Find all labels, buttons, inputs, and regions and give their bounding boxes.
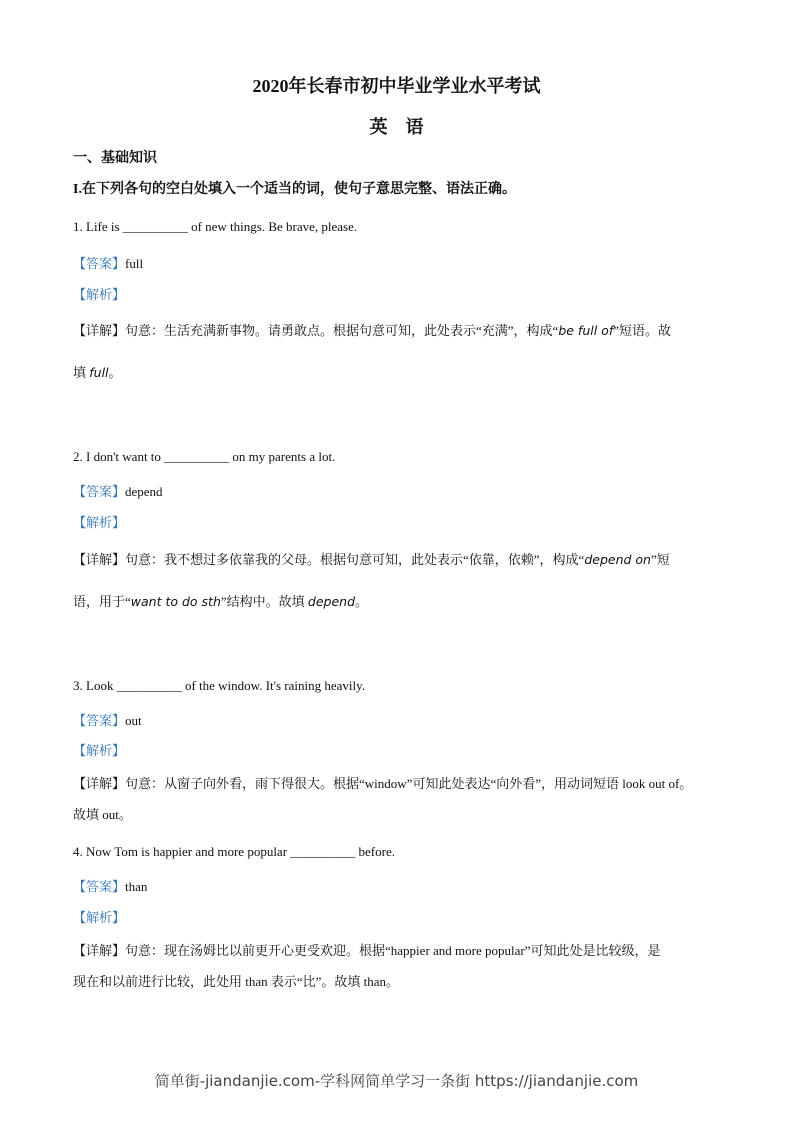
detail-phrase: want to do sth [130, 594, 221, 609]
detail-label: 【详解】 [73, 323, 126, 338]
detail-text: 句意：现在汤姆比以前更开心更受欢迎。根据“happier and more popular”可知此处是比较级，是 [125, 943, 661, 958]
answer-4 [73, 878, 147, 896]
answer-text: depend [125, 484, 163, 499]
answer-label: 【答案】 [73, 879, 126, 894]
detail-text: ”结构中。故填 [220, 594, 308, 609]
detail-3-line1 [73, 775, 692, 793]
instruction: I.在下列各句的空白处填入一个适当的词，使句子意思完整、语法正确。 [73, 182, 516, 197]
answer-label: 【答案】 [73, 484, 126, 499]
detail-text: 语，用于“ [73, 594, 131, 609]
detail-text: 填 [73, 365, 90, 380]
document-title: 2020年长春市初中毕业学业水平考试 [252, 76, 541, 96]
answer-3 [73, 712, 142, 730]
question-3: 3. Look __________ of the window. It's raining heavily. [73, 678, 366, 693]
question-4: 4. Now Tom is happier and more popular __________ before. [73, 844, 395, 859]
detail-label: 【详解】 [73, 943, 126, 958]
answer-2 [73, 483, 163, 501]
question-2: 2. I don't want to __________ on my parents a lot. [73, 449, 336, 464]
detail-text: ”短语。故 [613, 323, 671, 338]
analysis-label-3: 【解析】 [73, 743, 126, 758]
analysis-label-2: 【解析】 [73, 515, 126, 530]
analysis-label-1: 【解析】 [73, 287, 126, 302]
detail-label: 【详解】 [73, 552, 126, 567]
answer-text: full [125, 256, 144, 271]
detail-text: 。 [355, 594, 369, 609]
section-heading: 一、基础知识 [73, 151, 157, 166]
answer-1 [73, 255, 143, 273]
answer-text: out [125, 713, 142, 728]
detail-2-line1 [73, 551, 670, 569]
detail-text: 。 [108, 365, 122, 380]
detail-1-line2 [73, 364, 122, 382]
detail-4-line2: 现在和以前进行比较，此处用 than 表示“比”。故填 than。 [73, 974, 400, 989]
detail-text: ”短 [650, 552, 670, 567]
analysis-label-4: 【解析】 [73, 910, 126, 925]
detail-text: 句意：从窗子向外看，雨下得很大。根据“window”可知此处表达“向外看”，用动词短语 look out of。 [125, 776, 693, 791]
detail-phrase: depend [307, 594, 356, 609]
detail-phrase: be full of [558, 323, 614, 338]
detail-text: 句意：我不想过多依靠我的父母。根据句意可知，此处表示“依靠，依赖”，构成“ [125, 552, 585, 567]
answer-text: than [125, 879, 148, 894]
detail-phrase: full [89, 365, 109, 380]
footer-watermark: 简单街-jiandanjie.com-学科网简单学习一条街 https://jiandanjie.com [154, 1072, 639, 1090]
detail-phrase: depend on [584, 552, 651, 567]
detail-1-line1 [73, 322, 671, 340]
subject-title: 英 语 [369, 117, 424, 137]
detail-4-line1 [73, 942, 660, 960]
question-1: 1. Life is __________ of new things. Be brave, please. [73, 219, 358, 234]
answer-label: 【答案】 [73, 713, 126, 728]
detail-2-line2 [73, 593, 368, 611]
detail-text: 句意：生活充满新事物。请勇敢点。根据句意可知，此处表示“充满”，构成“ [125, 323, 559, 338]
detail-label: 【详解】 [73, 776, 126, 791]
answer-label: 【答案】 [73, 256, 126, 271]
detail-3-line2: 故填 out。 [73, 807, 132, 822]
